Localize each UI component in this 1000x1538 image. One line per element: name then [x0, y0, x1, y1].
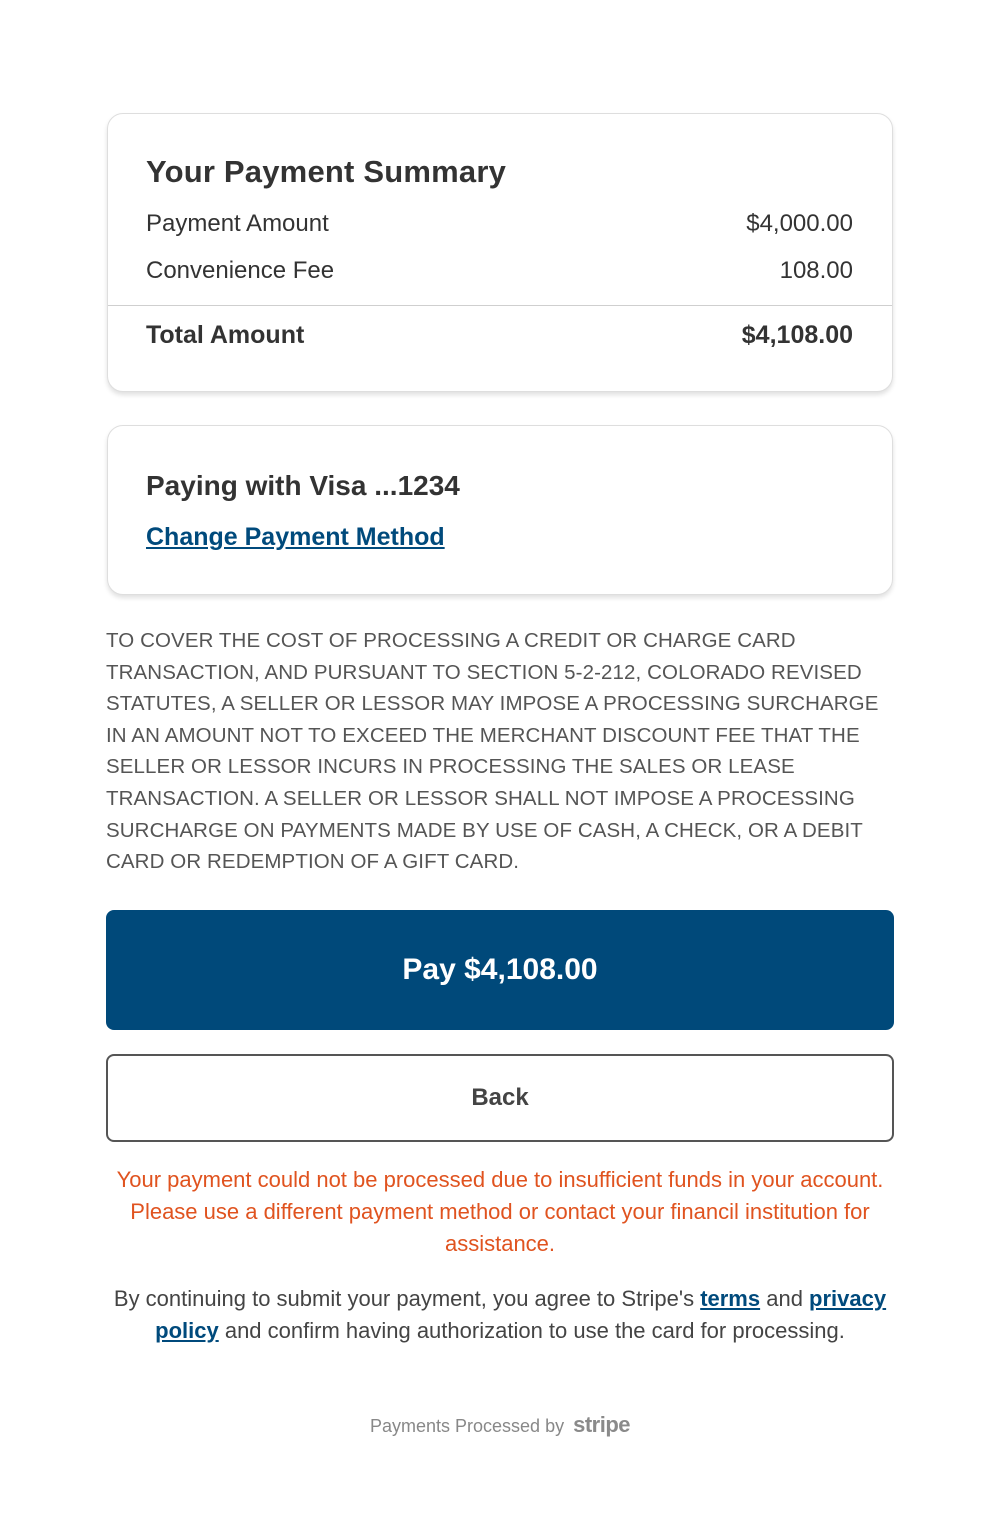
terms-link[interactable]: terms [700, 1286, 761, 1311]
surcharge-disclaimer: TO COVER THE COST OF PROCESSING A CREDIT OR CHARGE CARD TRANSACTION, AND PURSUANT TO SECTION 5-2-212, COLORADO REVISED STATUTES, A SELLER OR LESSOR MAY IMPOSE A PROCESSING SURCHARGE IN AN AMOUNT NOT TO EXCEED THE MERCHANT DISCOUNT FEE THAT THE SELLER OR LESSOR INCURS IN PROCESSING THE SALES OR LEASE TRANSACTION. A SELLER OR LESSOR SHALL NOT IMPOSE A PROCESSING SURCHARGE ON PAYMENTS MADE BY USE OF CASH, A CHECK, OR A DEBIT CARD OR REDEMPTION OF A GIFT CARD. [106, 629, 879, 874]
convenience-fee-row [146, 257, 853, 285]
total-amount-label: Total Amount [146, 321, 305, 349]
pay-button[interactable]: Pay $4,108.00 [106, 910, 894, 1030]
agreement-text-start: By continuing to submit your payment, you agree to Stripe's [113, 1286, 701, 1311]
payment-amount-label: Payment Amount [146, 210, 329, 237]
footer-text: Payments Processed by [369, 1416, 565, 1436]
stripe-logo: stripe [573, 1412, 631, 1437]
payment-amount-row [146, 210, 853, 238]
agreement-text-end: and confirm having authorization to use the card for processing. [218, 1318, 845, 1343]
error-message: Your payment could not be processed due to insufficient funds in your account. Please use a different payment method or contact your financil institution for assistance. [116, 1167, 884, 1256]
payment-amount-value: $4,000.00 [746, 210, 853, 237]
payment-method-title: Paying with Visa ...1234 [146, 470, 460, 501]
agreement-text-and: and [760, 1286, 810, 1311]
summary-divider [108, 305, 892, 306]
summary-title: Your Payment Summary [146, 154, 507, 189]
footer [0, 1412, 1000, 1438]
total-amount-row [146, 321, 853, 350]
convenience-fee-value: 108.00 [779, 257, 853, 284]
payment-method-card [107, 425, 893, 595]
back-button[interactable]: Back [106, 1054, 894, 1142]
payment-summary-card [107, 113, 893, 392]
convenience-fee-label: Convenience Fee [146, 257, 335, 284]
privacy-policy-link[interactable]: privacy policy [155, 1286, 887, 1343]
agreement-text [106, 1283, 894, 1347]
change-payment-method-link[interactable]: Change Payment Method [146, 523, 445, 551]
total-amount-value: $4,108.00 [741, 321, 853, 349]
